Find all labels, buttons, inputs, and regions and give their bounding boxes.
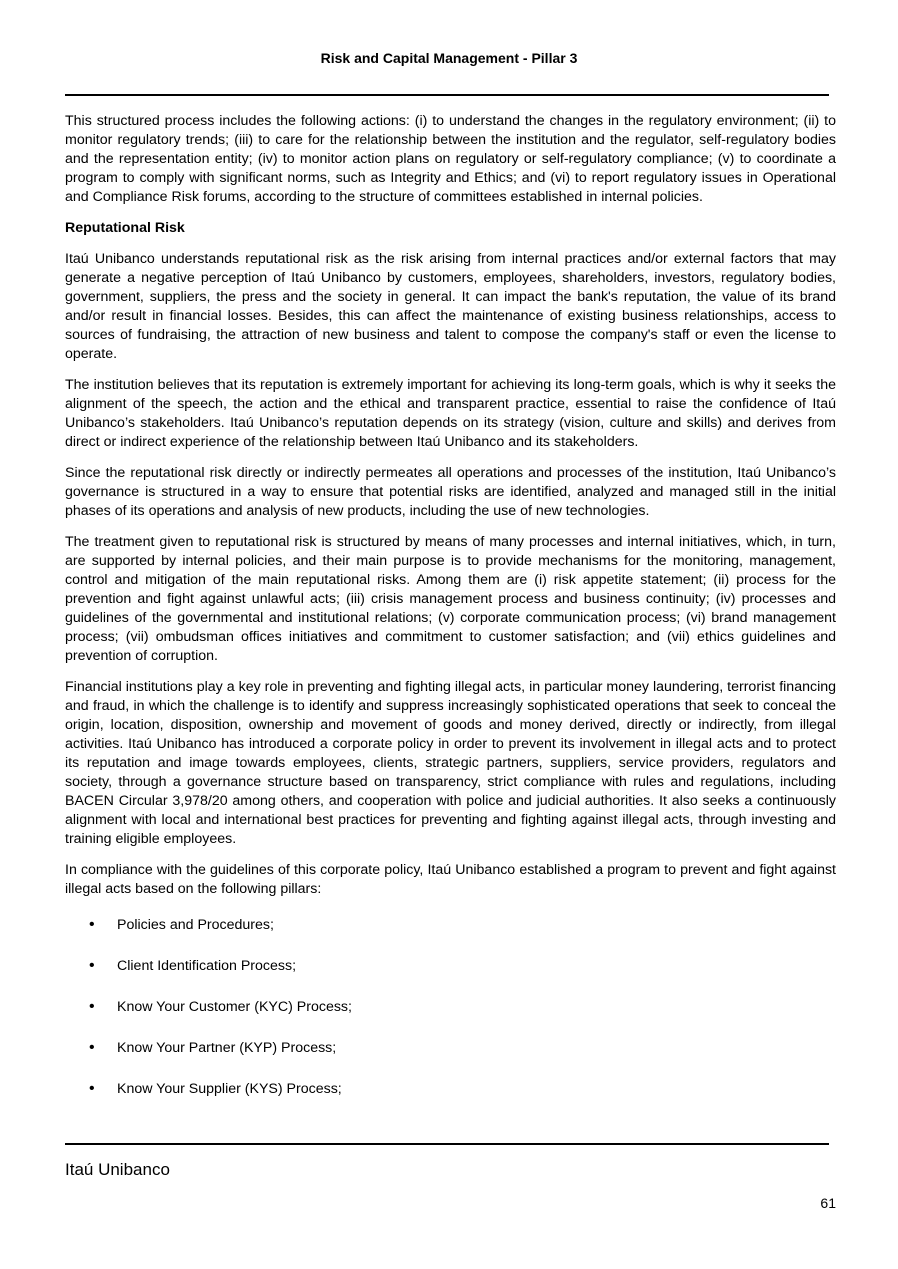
paragraph: Itaú Unibanco understands reputational risk as the risk arising from internal practices and/or external factors that may generate a negative perception of Itaú Unibanco by customers, employees, shareholders, investors, regulatory bodies, government, suppliers, the press and the society in general. It can impact the bank's reputation, the value of its brand and/or result in financial losses. Besides, this can affect the maintenance of existing business relationships, access to sources of fundraising, the attraction of new business and talent to compose the company's staff or even the license to operate. xyxy=(65,251,836,362)
intro-paragraph: This structured process includes the following actions: (i) to understand the changes in the regulatory environment; (ii) to monitor regulatory trends; (iii) to care for the relationship between the institution and the regulator, self-regulatory bodies and the representation entity; (iv) to monitor action plans on regulatory or self-regulatory compliance; (v) to coordinate a program to comply with significant norms, such as Integrity and Ethics; and (vi) to report regulatory issues in Operational and Compliance Risk forums, according to the structure of committees established in internal policies. xyxy=(65,113,836,205)
pillars-list xyxy=(65,916,836,1099)
list-item xyxy=(65,957,836,976)
paragraph: Since the reputational risk directly or indirectly permeates all operations and processes of the institution, Itaú Unibanco’s governance is structured in a way to ensure that potential risks are identified, analyzed and managed still in the initial phases of its operations and analysis of new products, including the use of new technologies. xyxy=(65,465,836,519)
footer-divider xyxy=(65,1143,829,1145)
document-body xyxy=(65,112,836,1121)
paragraph: The institution believes that its reputation is extremely important for achieving its long-term goals, which is why it seeks the alignment of the speech, the action and the ethical and transparent practice, essential to raise the confidence of Itaú Unibanco’s stakeholders. Itaú Unibanco’s reputation depends on its strategy (vision, culture and skills) and derives from direct or indirect experience of the relationship between Itaú Unibanco and its stakeholders. xyxy=(65,377,836,450)
paragraph: Financial institutions play a key role in preventing and fighting illegal acts, in particular money laundering, terrorist financing and fraud, in which the challenge is to identify and suppress increasingly sophisticated operations that seek to conceal the origin, location, disposition, ownership and movement of goods and money derived, directly or indirectly, from illegal activities. Itaú Unibanco has introduced a corporate policy in order to prevent its involvement in illegal acts and to protect its reputation and image towards employees, clients, strategic partners, suppliers, service providers, regulators and society, through a governance structure based on transparency, strict compliance with rules and regulations, including BACEN Circular 3,978/20 among others, and cooperation with police and judicial authorities. It also seeks a continuously alignment with local and international best practices for preventing and fighting against illegal acts, through investing and training eligible employees. xyxy=(65,679,836,847)
paragraph: In compliance with the guidelines of this corporate policy, Itaú Unibanco established a program to prevent and fight against illegal acts based on the following pillars: xyxy=(65,862,836,897)
list-item-text: Know Your Partner (KYP) Process; xyxy=(117,1040,337,1056)
footer-company-name: Itaú Unibanco xyxy=(65,1160,170,1179)
list-item xyxy=(65,916,836,935)
list-item-text: Policies and Procedures; xyxy=(117,917,274,933)
page-number: 61 xyxy=(820,1195,836,1211)
bullet-icon: • xyxy=(89,998,95,1015)
paragraph: The treatment given to reputational risk is structured by means of many processes and internal initiatives, which, in turn, are supported by internal policies, and their main purpose is to provide mechanisms for the monitoring, management, control and mitigation of the main reputational risks. Among them are (i) risk appetite statement; (ii) process for the prevention and fight against unlawful acts; (iii) crisis management process and business continuity; (iv) processes and guidelines of the governmental and institutional relations; (v) corporate communication process; (vi) brand management process; (vii) ombudsman offices initiatives and commitment to customer satisfaction; and (vii) ethics guidelines and prevention of corruption. xyxy=(65,534,836,664)
page-header-title: Risk and Capital Management - Pillar 3 xyxy=(320,50,578,66)
bullet-icon: • xyxy=(89,957,95,974)
list-item xyxy=(65,1080,836,1099)
bullet-icon: • xyxy=(89,916,95,933)
list-item xyxy=(65,1039,836,1058)
list-item xyxy=(65,998,836,1017)
list-item-text: Know Your Supplier (KYS) Process; xyxy=(117,1081,342,1097)
header-divider xyxy=(65,94,829,96)
section-heading: Reputational Risk xyxy=(65,220,185,236)
list-item-text: Client Identification Process; xyxy=(117,958,297,974)
list-item-text: Know Your Customer (KYC) Process; xyxy=(117,999,352,1015)
bullet-icon: • xyxy=(89,1039,95,1056)
bullet-icon: • xyxy=(89,1080,95,1097)
